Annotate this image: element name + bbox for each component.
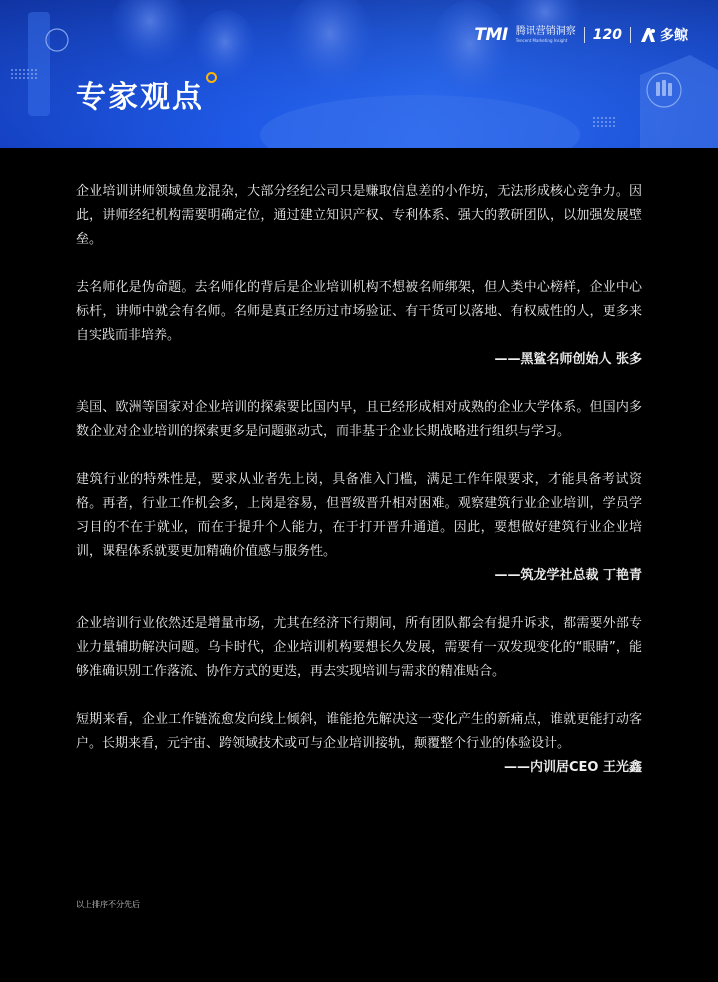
expert-signature: ——筑龙学社总裁 丁艳青 — [494, 568, 642, 583]
expert-signature: ——内训居CEO 王光鑫 — [504, 760, 642, 775]
paragraph: 去名师化是伪命题。去名师化的背后是企业培训机构不想被名师绑架，但人类中心榜样，企业中心标杆，讲师中就会有名师。名师是真正经历过市场验证、有干货可以落地、有权威性的人，更多来自实践而非培养。 — [76, 280, 642, 343]
paragraph: 企业培训行业依然还是增量市场，尤其在经济下行期间，所有团队都会有提升诉求，都需要外部专业力量辅助解决问题。乌卡时代，企业培训机构要想长久发展，需要有一双发现变化的“眼睛”，能够准确识别工作落流、协作方式的更迭，再去实现培训与需求的精准贴合。 — [76, 616, 642, 679]
paragraph: 企业培训讲师领域鱼龙混杂，大部分经纪公司只是赚取信息差的小作坊，无法形成核心竞争力。因此，讲师经纪机构需要明确定位，通过建立知识产权、专利体系、强大的教研团队，以加强发展壁垒。 — [76, 184, 642, 247]
page-title: 专家观点 — [76, 80, 204, 115]
tmi-logo-en: Tencent Marketing Insight — [515, 38, 568, 43]
duojing-icon — [639, 26, 657, 44]
logo-divider — [584, 27, 585, 43]
duojing-logo — [639, 25, 688, 45]
paragraph: 建筑行业的特殊性是，要求从业者先上岗，具备准入门槛，满足工作年限要求，才能具备考试资格。再者，行业工作机会多，上岗是容易，但晋级晋升相对困难。观察建筑行业企业培训，学员学习目的不在于就业，而在于提升个人能力，在于打开晋升通道。因此，要想做好建筑行业企业培训，课程体系就要更加精确价值感与服务性。 — [76, 472, 642, 559]
paragraph: 美国、欧洲等国家对企业培训的探索要比国内早，且已经形成相对成熟的企业大学体系。但国内多数企业对企业培训的探索更多是问题驱动式，而非基于企业长期战略进行组织与学习。 — [76, 400, 642, 439]
expert-signature: ——黑鲨名师创始人 张多 — [494, 352, 642, 367]
anniversary-logo: 120 — [592, 27, 622, 43]
article-body — [76, 180, 642, 780]
expert-section-1 — [76, 180, 642, 372]
duojing-logo-text: 多鲸 — [660, 28, 688, 44]
logo-bar — [474, 24, 688, 46]
logo-divider — [630, 27, 631, 43]
header-banner — [0, 0, 718, 148]
tmi-logo-cn: 腾讯营销洞察 — [515, 26, 576, 37]
footnote: 以上排序不分先后 — [76, 900, 140, 909]
tmi-logo-text — [516, 27, 576, 43]
expert-section-2 — [76, 396, 642, 588]
expert-section-3 — [76, 612, 642, 780]
title-accent-dot — [206, 72, 217, 83]
paragraph: 短期来看，企业工作链流愈发向线上倾斜，谁能抢先解决这一变化产生的新痛点，谁就更能打动客户。长期来看，元宇宙、跨领域技术或可与企业培训接轨，颠覆整个行业的体验设计。 — [76, 712, 642, 751]
tmi-logo: TMI — [474, 25, 508, 45]
